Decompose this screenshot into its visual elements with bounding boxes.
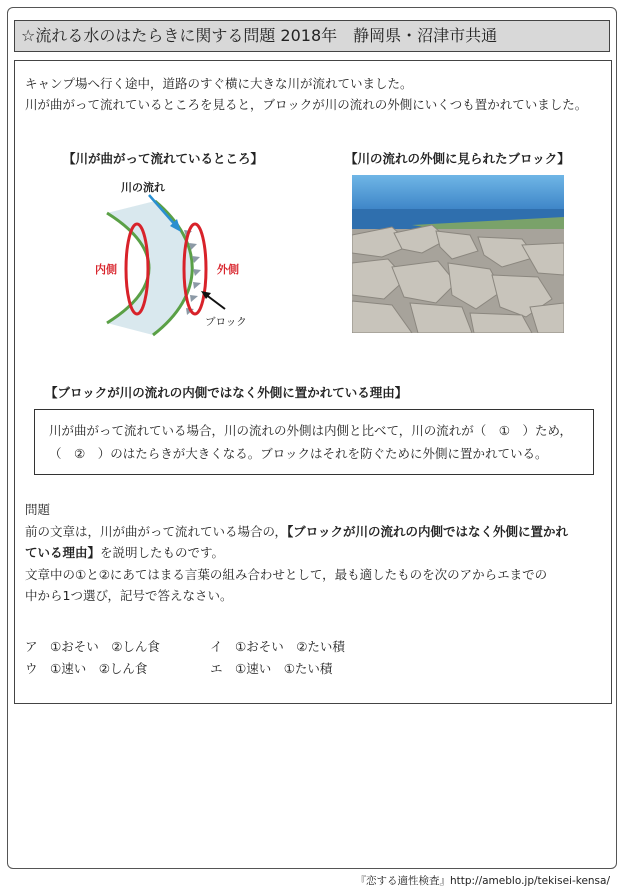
question-line-2: ている理由】を説明したものです。: [25, 545, 225, 560]
intro-line-2: 川が曲がって流れているところを見ると，ブロックが川の流れの外側にいくつも置かれていました。: [25, 97, 588, 112]
page-title: ☆流れる水のはたらきに関する問題 2018年 静岡県・沼津市共通: [14, 20, 610, 52]
label-inner: 内側: [95, 263, 117, 276]
content-box: [14, 60, 612, 704]
water-surface: [352, 175, 564, 209]
label-outer: 外側: [217, 263, 239, 276]
reason-line-2: （ ② ）のはたらきが大きくなる。ブロックはそれを防ぐために外側に置かれている。: [49, 446, 548, 461]
choice-a: ア ①おそい ②しん食: [25, 639, 160, 654]
question-block: [25, 499, 568, 607]
figure-right-caption: 【川の流れの外側に見られたブロック】: [345, 151, 570, 166]
block-photo: [352, 175, 564, 333]
reason-box: [34, 409, 594, 475]
question-label: 問題: [25, 502, 51, 517]
answer-choices: [25, 636, 395, 680]
question-line-3: 文章中の①と②にあてはまる言葉の組み合わせとして，最も適したものを次のアからエまでの: [25, 566, 548, 582]
intro-text: [25, 73, 587, 115]
worksheet-page: [7, 7, 617, 869]
reason-line-1: 川が曲がって流れている場合，川の流れの外側は内側と比べて，川の流れが（ ① ）ため，: [49, 423, 572, 438]
choice-e: エ ①速い ①たい積: [210, 661, 333, 676]
figure-left-caption: 【川が曲がって流れているところ】: [63, 151, 264, 166]
footer-credit: 『恋する適性検査』http://ameblo.jp/tekisei-kensa/: [355, 875, 610, 887]
choice-u: ウ ①速い ②しん食: [25, 661, 148, 676]
label-block: ブロック: [205, 316, 247, 328]
intro-line-1: キャンプ場へ行く途中，道路のすぐ横に大きな川が流れていました。: [25, 76, 413, 91]
river-bend-diagram: [93, 173, 253, 343]
question-line-4: 中から1つ選び，記号で答えなさい。: [25, 588, 233, 603]
choice-i: イ ①おそい ②たい積: [210, 639, 345, 654]
label-river-flow: 川の流れ: [121, 181, 165, 194]
question-line-1: 前の文章は，川が曲がって流れている場合の，【ブロックが川の流れの内側ではなく外側に置かれ: [25, 523, 569, 539]
reason-heading: 【ブロックが川の流れの内側ではなく外側に置かれている理由】: [45, 385, 408, 400]
